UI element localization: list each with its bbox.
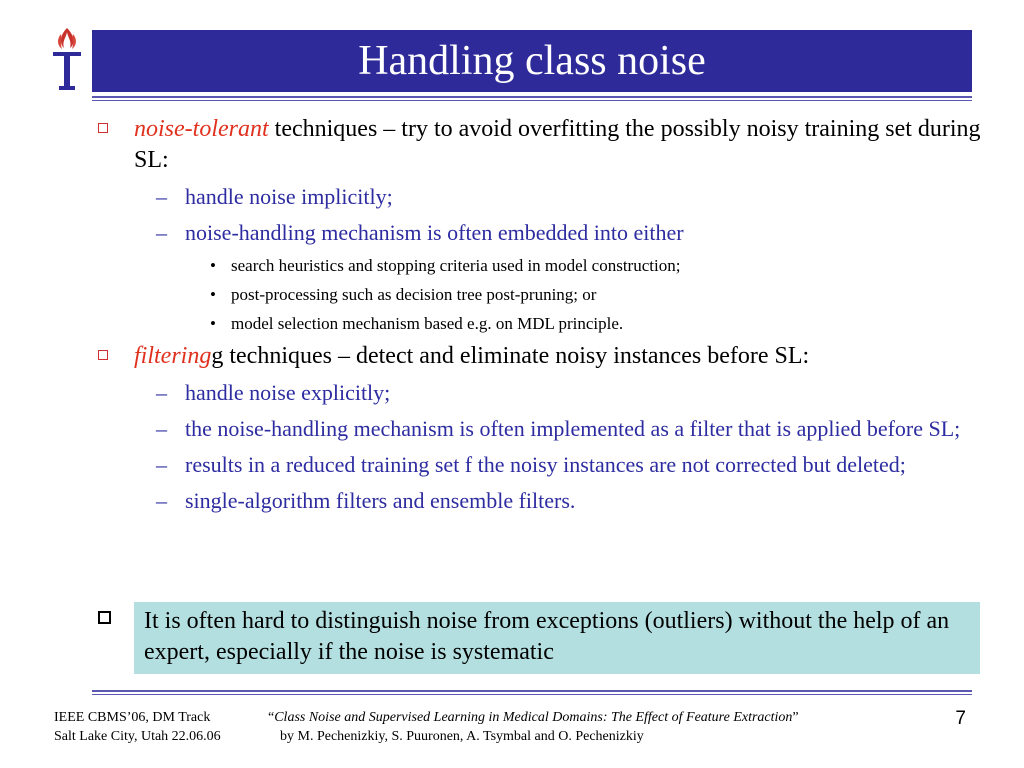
footer-conference-line2: Salt Lake City, Utah 22.06.06 [54,729,221,744]
checkbox-bullet-icon [98,611,111,624]
slide-content [98,114,988,522]
footer-rule [92,690,972,692]
bullet-emphasis: filtering [134,343,212,369]
sub-bullet-text: results in a reduced training set f the noisy instances are not corrected but deleted; [185,452,906,477]
page-number: 7 [955,708,966,729]
dash-bullet-icon: – [156,488,167,513]
footer-paper-title: Class Noise and Supervised Learning in Medical Domains: The Effect of Feature Extraction [274,710,793,725]
bullet-emphasis: noise-tolerant [134,116,269,142]
sub-bullet [98,414,988,444]
sub-bullet-text: handle noise implicitly; [185,184,393,209]
dot-bullet-icon: • [210,314,216,333]
footer-rule-thin [92,694,972,695]
sub-sub-bullet-text: search heuristics and stopping criteria used in model construction; [231,256,681,275]
sub-bullet-text: the noise-handling mechanism is often implemented as a filter that is applied before SL; [185,416,961,441]
slide-title: Handling class noise [358,38,706,84]
sub-bullet-text: single-algorithm filters and ensemble filters. [185,488,576,513]
close-quote: ” [792,710,799,725]
dash-bullet-icon: – [156,380,167,405]
sub-bullet [98,182,988,212]
dash-bullet-icon: – [156,184,167,209]
sub-sub-bullet-text: post-processing such as decision tree post-pruning; or [231,285,597,304]
dash-bullet-icon: – [156,416,167,441]
sub-bullet [98,378,988,408]
sub-sub-bullet [98,254,988,277]
bullet-text: techniques – try to avoid overfitting the possibly noisy training set during SL: [134,116,981,173]
checkbox-bullet-icon [98,123,108,133]
sub-bullet [98,486,988,516]
footer-citation [268,708,799,746]
sub-bullet [98,218,988,248]
sub-sub-bullet [98,312,988,335]
university-torch-logo [50,26,84,94]
dot-bullet-icon: • [210,285,216,304]
slide-title-bar [92,30,972,92]
sub-bullet [98,450,988,480]
bullet-noise-tolerant [98,114,988,176]
title-rule [92,96,972,98]
open-quote: “ [268,710,275,725]
footer-conference [54,708,221,746]
bullet-filtering [98,341,988,372]
dash-bullet-icon: – [156,220,167,245]
checkbox-bullet-icon [98,350,108,360]
footer-authors: by M. Pechenizkiy, S. Puuronen, A. Tsymbal and O. Pechenizkiy [280,729,644,744]
title-rule-thin [92,100,972,101]
bullet-text: techniques – detect and eliminate noisy instances before SL: [223,343,810,369]
bullet-emphasis-tail: g [211,343,224,369]
sub-sub-bullet-text: model selection mechanism based e.g. on MDL principle. [231,314,624,333]
dash-bullet-icon: – [156,452,167,477]
sub-bullet-text: noise-handling mechanism is often embedded into either [185,220,684,245]
footer-conference-line1: IEEE CBMS’06, DM Track [54,710,211,725]
dot-bullet-icon: • [210,256,216,275]
sub-bullet-text: handle noise explicitly; [185,380,391,405]
highlight-note-text: It is often hard to distinguish noise from exceptions (outliers) without the help of an expert, especially if the noise is systematic [144,608,950,665]
sub-sub-bullet [98,283,988,306]
footer-paper-line [268,708,799,727]
highlight-note-box [134,602,980,674]
